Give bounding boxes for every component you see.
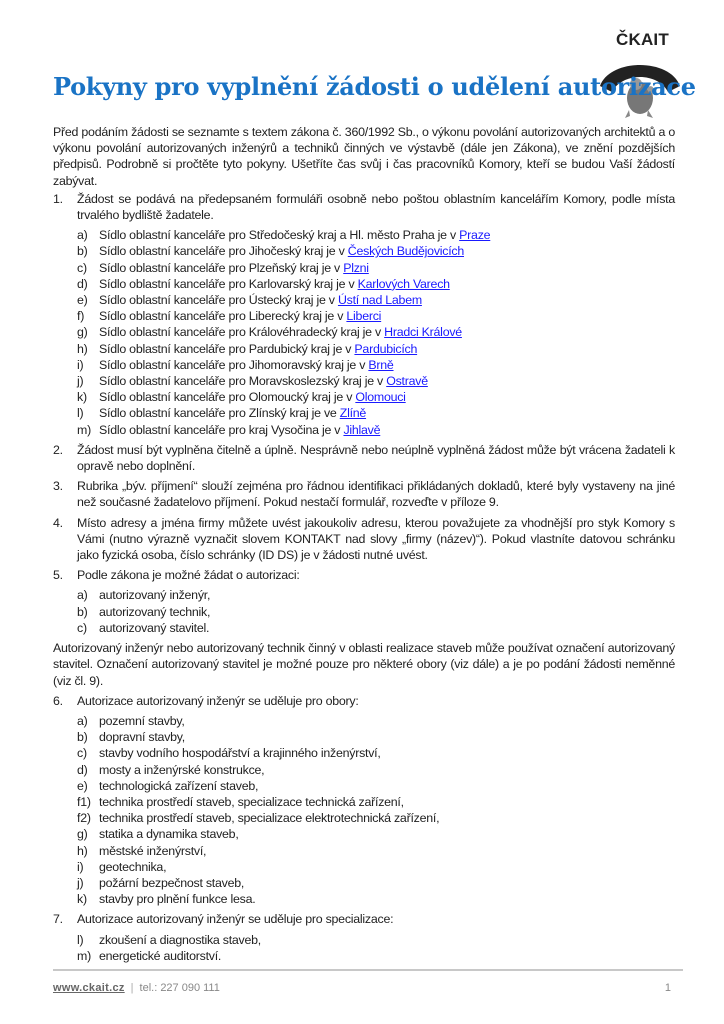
stavitel-note-paragraph: Autorizovaný inženýr nebo autorizovaný technik činný v oblasti realizace staveb může používat označení autorizovaný stavitel. Označení autorizovaný stavitel je možné pouze pro některé obory (viz dále) a je po podání žádosti neměnné (viz čl. 9). [53, 641, 675, 688]
item-text: Místo adresy a jména firmy můžete uvést jakoukoliv adresu, kterou považujete za vhodnější pro styk Komory s Vámi (nutno výrazně vyznačit slovem KONTAKT nad slovy „firmy (název)“). Pokud vlastníte datovou schránku jako fyzická osoba, číslo schránky (ID DS) je v žádosti nutné uvést. [77, 515, 675, 563]
footer-separator: | [130, 982, 134, 994]
item-text: Autorizace autorizovaný inženýr se uděluje pro obory: [77, 693, 359, 708]
office-link-ceske-budejovice[interactable]: Českých Budějovicích [347, 244, 464, 259]
sub-item: l) zkoušení a diagnostika staveb, [77, 932, 261, 947]
office-item-b: b) Sídlo oblastní kanceláře pro Jihočeský kraj je v Českých Budějovicích [77, 244, 464, 259]
page-footer [53, 982, 683, 994]
item-text: Žádost musí být vyplněna čitelně a úplně. Nesprávně nebo neúplně vyplněná žádost může být vrácena žadateli k opravě nebo doplnění. [77, 442, 675, 474]
list-item-6 [53, 693, 675, 709]
item-number: 5. [53, 568, 63, 583]
office-item-d: d) Sídlo oblastní kanceláře pro Karlovarský kraj je v Karlových Varech [77, 276, 450, 291]
sub-item: g) statika a dynamika staveb, [77, 827, 239, 842]
office-item-g: g) Sídlo oblastní kanceláře pro Královéhradecký kraj je v Hradci Králové [77, 325, 462, 340]
sub-item: b) dopravní stavby, [77, 730, 185, 745]
sub-item: m) energetické auditorství. [77, 948, 222, 963]
document-body [53, 124, 675, 968]
office-item-c: c) Sídlo oblastní kanceláře pro Plzeňský kraj je v Plzni [77, 260, 369, 275]
office-link-plzen[interactable]: Plzni [343, 260, 369, 275]
page-number: 1 [664, 982, 671, 994]
sub-item: f1) technika prostředí staveb, specializace technická zařízení, [77, 794, 404, 809]
office-link-jihlava[interactable]: Jihlavě [343, 422, 381, 437]
regional-offices-list [53, 227, 675, 438]
office-item-j: j) Sídlo oblastní kanceláře pro Moravskoslezský kraj je v Ostravě [77, 374, 428, 389]
item-number: 6. [53, 693, 63, 708]
office-item-k: k) Sídlo oblastní kanceláře pro Olomoucký kraj je v Olomouci [77, 390, 406, 405]
item-number: 4. [53, 515, 63, 530]
sub-item: c) autorizovaný stavitel. [77, 620, 210, 635]
sub-item: a) autorizovaný inženýr, [77, 588, 211, 603]
website-link[interactable]: www.ckait.cz [53, 982, 125, 994]
office-item-l: l) Sídlo oblastní kanceláře pro Zlínský kraj je ve Zlíně [77, 406, 367, 421]
sub-item: f2) technika prostředí staveb, specializace elektrotechnická zařízení, [77, 811, 440, 826]
list-item-3 [53, 478, 675, 510]
item-text: Podle zákona je možné žádat o autorizaci: [77, 568, 300, 583]
sub-item: d) mosty a inženýrské konstrukce, [77, 762, 265, 777]
item-number: 3. [53, 479, 63, 494]
footer-divider [53, 969, 683, 971]
item-number: 7. [53, 912, 63, 927]
list-item-5 [53, 567, 675, 583]
office-item-e: e) Sídlo oblastní kanceláře pro Ústecký kraj je v Ústí nad Labem [77, 293, 422, 308]
office-link-praha[interactable]: Praze [459, 228, 491, 243]
sub-item: a) pozemní stavby, [77, 713, 185, 728]
page-title: Pokyny pro vyplnění žádosti o udělení autorizace [53, 72, 696, 101]
authorization-types-list [53, 587, 675, 636]
item-number: 1. [53, 191, 63, 206]
office-link-zlin[interactable]: Zlíně [339, 406, 367, 421]
list-item-4 [53, 515, 675, 564]
office-link-pardubice[interactable]: Pardubicích [354, 341, 418, 356]
sub-item: j) požární bezpečnost staveb, [77, 875, 245, 890]
list-item-7 [53, 911, 675, 927]
engineer-fields-list [53, 713, 675, 907]
sub-item: b) autorizovaný technik, [77, 604, 211, 619]
office-item-a: a) Sídlo oblastní kanceláře pro Středočeský kraj a Hl. město Praha je v Praze [77, 228, 491, 243]
sub-item: k) stavby pro plnění funkce lesa. [77, 892, 256, 907]
office-link-liberec[interactable]: Liberci [346, 309, 382, 324]
office-link-usti[interactable]: Ústí nad Labem [337, 293, 422, 308]
item-text: Žádost se podává na předepsaném formuláři osobně nebo poštou oblastním kancelářím Komory, podle místa trvalého bydliště žadatele. [77, 191, 675, 223]
engineer-specializations-list [53, 932, 675, 964]
item-text: Autorizace autorizovaný inženýr se uděluje pro specializace: [77, 912, 394, 927]
sub-item: c) stavby vodního hospodářství a krajinného inženýrství, [77, 746, 381, 761]
office-item-i: i) Sídlo oblastní kanceláře pro Jihomoravský kraj je v Brně [77, 357, 394, 372]
list-item-2 [53, 442, 675, 474]
list-item-1 [53, 191, 675, 223]
office-link-karlovy-vary[interactable]: Karlových Varech [357, 276, 450, 291]
logo-text: ČKAIT [616, 30, 669, 49]
sub-item: e) technologická zařízení staveb, [77, 778, 259, 793]
item-text: Rubrika „býv. příjmení“ slouží zejména pro řádnou identifikaci přikládaných dokladů, které byly vystaveny na jiné než současné žadatelovo příjmení. Pokud nestačí formulář, rozveďte v příloze 9. [77, 479, 675, 510]
item-number: 2. [53, 442, 63, 457]
office-link-brno[interactable]: Brně [368, 357, 394, 372]
office-link-hradec-kralove[interactable]: Hradci Králové [384, 325, 462, 340]
office-item-h: h) Sídlo oblastní kanceláře pro Pardubický kraj je v Pardubicích [77, 341, 418, 356]
intro-paragraph: Před podáním žádosti se seznamte s textem zákona č. 360/1992 Sb., o výkonu povolání autorizovaných architektů a o výkonu povolání autorizovaných inženýrů a techniků činných ve výstavbě (dále jen Zákona), ve znění pozdějších předpisů. Podrobně si pročtěte tyto pokyny. Ušetříte čas svůj i čas pracovníků Komory, kteří se budou Vaší žádostí zabývat. [53, 125, 675, 188]
sub-item: h) městské inženýrství, [77, 843, 207, 858]
sub-item: i) geotechnika, [77, 859, 167, 874]
office-link-olomouc[interactable]: Olomouci [355, 390, 406, 405]
phone-number: tel.: 227 090 111 [139, 982, 220, 994]
office-link-ostrava[interactable]: Ostravě [386, 374, 428, 389]
office-item-f: f) Sídlo oblastní kanceláře pro Liberecký kraj je v Liberci [77, 309, 382, 324]
office-item-m: m) Sídlo oblastní kanceláře pro kraj Vysočina je v Jihlavě [77, 422, 381, 437]
